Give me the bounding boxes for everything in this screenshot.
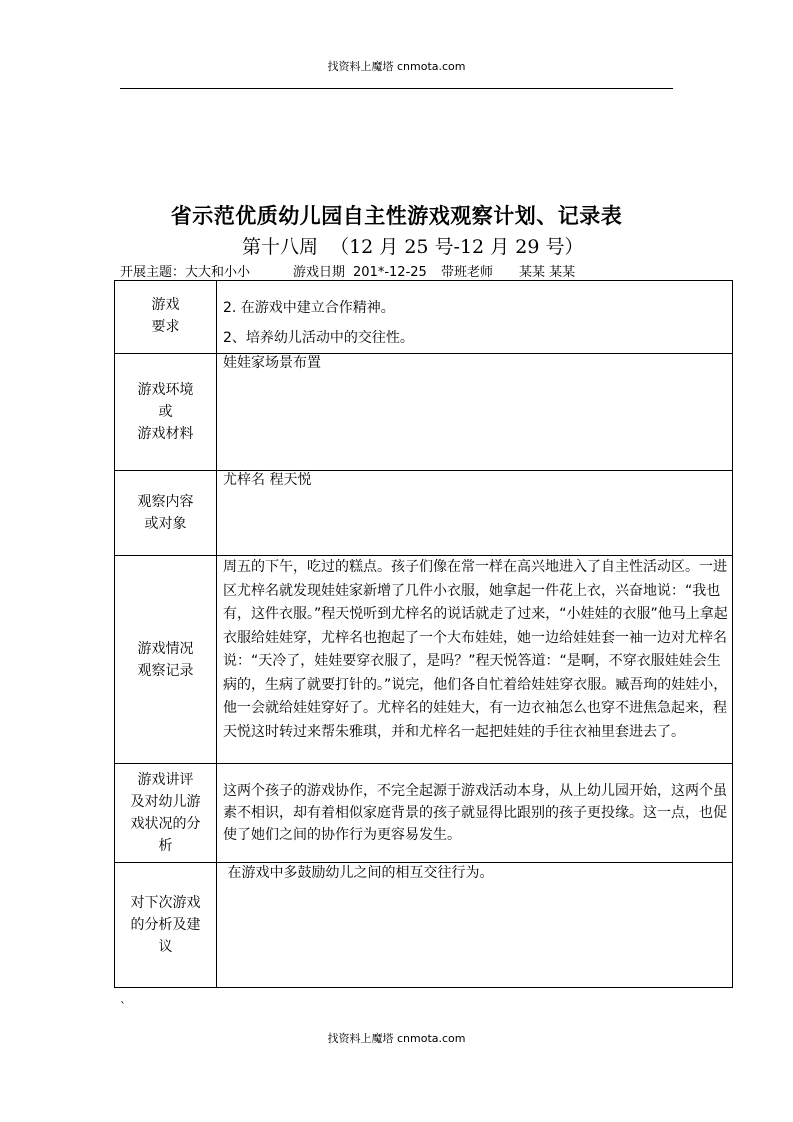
row-label: 观察内容 或对象 xyxy=(115,471,217,556)
row-label: 游戏讲评 及对幼儿游 戏状况的分 析 xyxy=(115,764,217,863)
stray-mark: ` xyxy=(120,1000,126,1014)
row-label: 游戏环境 或 游戏材料 xyxy=(115,354,217,471)
info-line xyxy=(120,261,613,281)
observation-table xyxy=(114,280,733,988)
teacher-label: 带班老师 xyxy=(441,265,494,280)
page-footer: 找资料上魔塔 cnmota.com xyxy=(327,1032,466,1045)
table-row xyxy=(115,354,733,471)
row-label: 对下次游戏 的分析及建 议 xyxy=(115,863,217,988)
table-row xyxy=(115,471,733,556)
header-divider xyxy=(120,88,673,89)
row-content: 娃娃家场景布置 xyxy=(217,354,733,471)
document-subtitle: 第十八周 （12 月 25 号-12 月 29 号） xyxy=(242,236,584,258)
document-title: 省示范优质幼儿园自主性游戏观察计划、记录表 xyxy=(170,203,623,228)
page-header: 找资料上魔塔 cnmota.com xyxy=(327,60,466,73)
row-content: 周五的下午，吃过的糕点。孩子们像在常一样在高兴地进入了自主性活动区。一进区尤梓名就发现娃娃家新增了几件小衣服，她拿起一件花上衣，兴奋地说：“我也有，这件衣服。”程天悦听到尤梓名的说话就走了过来，“小娃娃的衣服”他马上拿起衣服给娃娃穿，尤梓名也抱起了一个大布娃娃，她一边给娃娃套一袖一边对尤梓名说：“天冷了，娃娃要穿衣服了，是吗？”程天悦答道：“是啊，不穿衣服娃娃会生病的，生病了就要打针的。”说完，他们各自忙着给娃娃穿衣服。臧吾珣的娃娃小，他一会就给娃娃穿好了。尤梓名的娃娃大，有一边衣袖怎么也穿不进焦急起来，程天悦这时转过来帮朱雅琪，并和尤梓名一起把娃娃的手往衣袖里套进去了。 xyxy=(217,556,733,764)
row-content: 尤梓名 程天悦 xyxy=(217,471,733,556)
theme-value: 大大和小小 xyxy=(185,265,251,280)
date-value: 201*-12-25 xyxy=(353,265,437,281)
table-row xyxy=(115,764,733,863)
teacher-value: 某某 某某 xyxy=(493,261,613,281)
table-row xyxy=(115,281,733,354)
row-label: 游戏情况 观察记录 xyxy=(115,556,217,764)
row-content: 2. 在游戏中建立合作精神。 2、培养幼儿活动中的交往性。 xyxy=(217,281,733,354)
table-row xyxy=(115,863,733,988)
date-label: 游戏日期 xyxy=(293,265,346,280)
row-label: 游戏 要求 xyxy=(115,281,217,354)
table-row xyxy=(115,556,733,764)
row-content: 在游戏中多鼓励幼儿之间的相互交往行为。 xyxy=(217,863,733,988)
row-content: 这两个孩子的游戏协作，不完全起源于游戏活动本身，从上幼儿园开始，这两个虽素不相识，却有着相似家庭背景的孩子就显得比跟别的孩子更投缘。这一点，也促使了她们之间的协作行为更容易发生。 xyxy=(217,764,733,863)
theme-label: 开展主题： xyxy=(120,265,186,280)
